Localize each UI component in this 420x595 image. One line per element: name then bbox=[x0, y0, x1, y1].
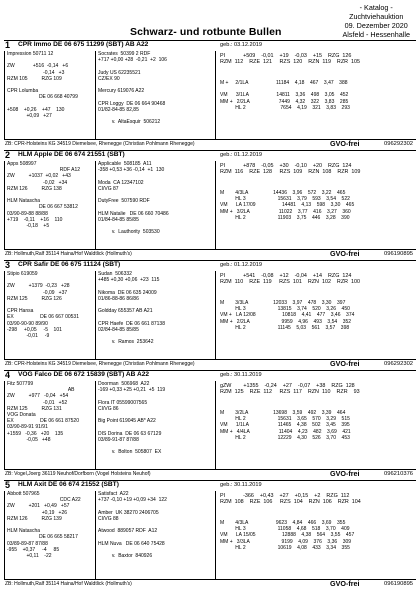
grandparents-column: Sudan 506332 +485 +0,30 +0,06 +23 115 Nikoma DE 06 635 24009 01/86-88-86 86/86 Goldday 655357 AB A21 CPR Haefe DE 06 661 87138 02/84-84-85 85/85 v. Ramos 253642 bbox=[98, 271, 165, 346]
entry-number: 4 bbox=[5, 370, 11, 380]
bull-entry bbox=[4, 40, 416, 150]
gvo-badge: GVO-frei bbox=[330, 359, 360, 368]
auction-date: 09. Dezember 2020 bbox=[344, 21, 408, 30]
lactation-table: M 3/3LA 12033 3,97 478 3,30 397 HL 3 13815 3,74 520 3,26 450 VM + LA 12/08 10818 4,41 477 3,46 374 MM + 2/2LA 9959 4,96 493 3,54 352 HL 2 11145 5,03 561 3,57 398 bbox=[220, 300, 355, 331]
birth-date: geb.: 30.11.2019 bbox=[220, 482, 262, 488]
breeding-values: PI +509 -0,01 +19 -0,03 +15 RZG 126 RZM 112 RZE 121 RZS 120 RZN 119 RZR 105 bbox=[220, 53, 361, 66]
ear-tag: 096190895 bbox=[384, 581, 414, 587]
auction-info bbox=[342, 3, 410, 39]
ear-tag: 096210376 bbox=[384, 471, 414, 477]
bull-entry bbox=[4, 260, 416, 370]
ear-tag: 096292302 bbox=[384, 361, 414, 367]
entry-number: 1 bbox=[5, 40, 11, 50]
entry-footer bbox=[4, 360, 416, 369]
entry-number: 5 bbox=[5, 480, 11, 490]
entry-number: 2 bbox=[5, 150, 11, 160]
ear-tag: 096292302 bbox=[384, 141, 414, 147]
bull-name: HLM Axit DE 06 674 21552 (SBT) bbox=[18, 481, 119, 488]
bull-entry bbox=[4, 150, 416, 260]
bull-name: VOG Falco DE 06 672 15839 (SBT) AB A22 bbox=[18, 371, 150, 378]
breeder: ZB: CPR-Holsteins KG 34519 Diemelsee, Rhenegge (Christian Pohlmann Rhenegge) bbox=[5, 361, 195, 367]
grandparents-column: Applicable 508185 A11 -358 +0,53 +36 -0,14 +1 130 Moda CA 12347102 CI/VG 87 DutyFree 507590 RDF HLM Natalie DE 06 660 70486 01/84-84-85 85/85 v. Lauthority 503530 bbox=[98, 161, 169, 236]
breeding-values: gZW +1355 -0,24 +27 -0,07 +38 RZG 128 RZM 125 RZE 112 RZS 117 RZN 110 RZR 93 bbox=[220, 383, 360, 396]
lactation-table: M + 2/1LA 11184 4,18 467 3,47 388 VM 3/1LA 14811 3,36 498 3,05 452 MM + 2/2LA 7449 4,32 322 3,83 285 HL 2 7654 4,19 321 3,83 293 bbox=[220, 80, 350, 111]
sire-dam-column: Abbott 507965 CDC A22 ZW +201 +0,49 +57 +0,19 +26 RZM 126 RZG 139 HLM Natascha DE 06 665 58217 03/89-89-87 87/88 -955 +0,37 -4 85 +0,11 -22 bbox=[7, 491, 81, 560]
birth-date: geb.: 30.11.2019 bbox=[220, 372, 262, 378]
breeder: ZB: Vogel,Joerg 36119 Neuhof/Dorfborn (Vogel Holsteins Neuhof) bbox=[5, 471, 151, 477]
entry-footer bbox=[4, 250, 416, 259]
sire-dam-column: Fitz 507799 AB ZW +977 -0,04 +54 -0,01 +52 RZM 125 RZG 131 VOG Donata EX DE 06 661 87520 03/90-89-91 91/91 +1559 -0,36 +20 135 -0,05 +48 bbox=[7, 381, 79, 443]
bull-name: CPR Immo DE 06 675 11299 (SBT) AB A22 bbox=[18, 41, 149, 48]
breeder: ZB: Hollmuth,Ralf 35114 Haina/Hof Waldtlick (Hollmuth's) bbox=[5, 581, 132, 587]
bull-entry bbox=[4, 370, 416, 480]
breeder: ZB: Hollmuth,Ralf 35114 Haina/Hof Waldtlick (Hollmuth's) bbox=[5, 251, 132, 257]
lactation-table: M 3/2LA 13698 3,59 492 3,39 464 HL 2 15631 3,65 570 3,29 515 VM 1/1LA 11465 4,38 502 3,45 395 MM + 4/4LA 11404 4,23 482 3,69 421 HL 2 12229 4,30 526 3,70 453 bbox=[220, 410, 351, 441]
auction-location: Alsfeld - Hessenhalle bbox=[342, 30, 410, 39]
lactation-table: M 4/3LA 9623 4,84 466 3,69 355 HL 3 11058 4,68 518 3,70 409 VM LA 15/05 12888 4,38 564 3,55 457 MM + 3/3LA 9199 4,09 376 3,36 309 HL 2 10619 4,08 433 3,34 355 bbox=[220, 520, 355, 551]
gvo-badge: GVO-frei bbox=[330, 579, 360, 588]
bull-entry bbox=[4, 480, 416, 590]
lactation-table: M 4/3LA 14436 3,96 572 3,22 465 HL 3 15631 3,79 593 3,54 522 VM LA 17/09 14481 4,13 598 3,30 465 MM + 3/2LA 11022 3,77 416 3,27 360 HL 2 11903 3,75 446 3,28 390 bbox=[220, 190, 355, 221]
ear-tag: 096190895 bbox=[384, 251, 414, 257]
bull-name: CPR Safir DE 06 675 11124 (SBT) bbox=[18, 261, 121, 268]
entry-footer bbox=[4, 470, 416, 479]
entry-footer bbox=[4, 140, 416, 149]
breeding-values: PI +541 -0,08 +12 -0,04 +14 RZG 124 RZM 110 RZE 119 RZS 101 RZN 102 RZR 100 bbox=[220, 273, 361, 286]
entry-number: 3 bbox=[5, 260, 11, 270]
sire-dam-column: Impression 50711 12 ZW +516 -0,14 +6 -0,14 +3 RZM 105 RZG 109 CPR Lolumba DE 06 668 40799 +508 +0,26 +47 130 +0,09 +27 bbox=[7, 51, 78, 120]
birth-date: geb.: 01.12.2019 bbox=[220, 152, 262, 158]
page-title: Schwarz- und rotbunte Bullen bbox=[130, 26, 282, 38]
grandparents-column: Doorman 506968 A22 -169 +0,33 +25 +0,21 +5 119 Flora IT 05599007565 CI/VG 86 Big Point 619045 AB* A22 DIS Dorina DE 06 63 67129 03/89-91-87 87/88 v. Bolton 505807 EX bbox=[98, 381, 166, 456]
auction-type: Zuchtviehauktion bbox=[349, 12, 404, 21]
gvo-badge: GVO-frei bbox=[330, 249, 360, 258]
bull-name: HLM Apple DE 06 674 21551 (SBT) bbox=[18, 151, 125, 158]
sire-dam-column: Stipio 619059 ZW +1379 -0,23 +28 -0,09 +37 RZM 125 RZG 126 CPR Hansa EX DE 06 667 00531 03/90-90-90 89/90 -298 +0,05 -5 101 -0,01 -9 bbox=[7, 271, 79, 340]
grandparents-column: Socrates 50399 2 RDF +717 +0,00 +28 -0,21 +2 106 Judy US 62235521 CZ/EX 90 Mercury 619076 A22 CPR Loggy DE 06 664 90468 01/82-84-85 82,85 v. AltaEsquir 506212 bbox=[98, 51, 167, 126]
entry-footer bbox=[4, 580, 416, 589]
breeding-values: PI +878 -0,05 +30 -0,10 +20 RZG 124 RZM 116 RZE 128 RZS 109 RZN 108 RZR 109 bbox=[220, 163, 361, 176]
breeding-values: PI -366 +0,43 +27 +0,15 +2 RZG 112 RZM 108 RZE 106 RZS 104 RZN 106 RZR 104 bbox=[220, 493, 361, 506]
sire-dam-column: Apps 508997 RDF A12 ZW +1037 +0,02 +43 -0,02 +34 RZM 126 RZG 138 HLM Natascha DE 06 667 53812 03/90-89-88 88/88 +719 -0,11 +16 110 -0,18 +5 bbox=[7, 161, 81, 230]
breeder: ZB: CPR-Holsteins KG 34519 Diemelsee, Rhenegge (Christian Pohlmann Rhenegge) bbox=[5, 141, 195, 147]
birth-date: geb.: 03.12.2019 bbox=[220, 42, 262, 48]
catalog-label: - Katalog - bbox=[359, 3, 393, 12]
grandparents-column: Satisfact A22 +737 -0,10 +19 +0,09 +34 122 Amber UK 38270 2406705 CI/VG 88 Atwood 889057 RDF A12 HLM Nuva DE 06 640 75428 v. Baxtor 840926 bbox=[98, 491, 167, 560]
gvo-badge: GVO-frei bbox=[330, 469, 360, 478]
birth-date: geb.: 01.12.2019 bbox=[220, 262, 262, 268]
gvo-badge: GVO-frei bbox=[330, 139, 360, 148]
